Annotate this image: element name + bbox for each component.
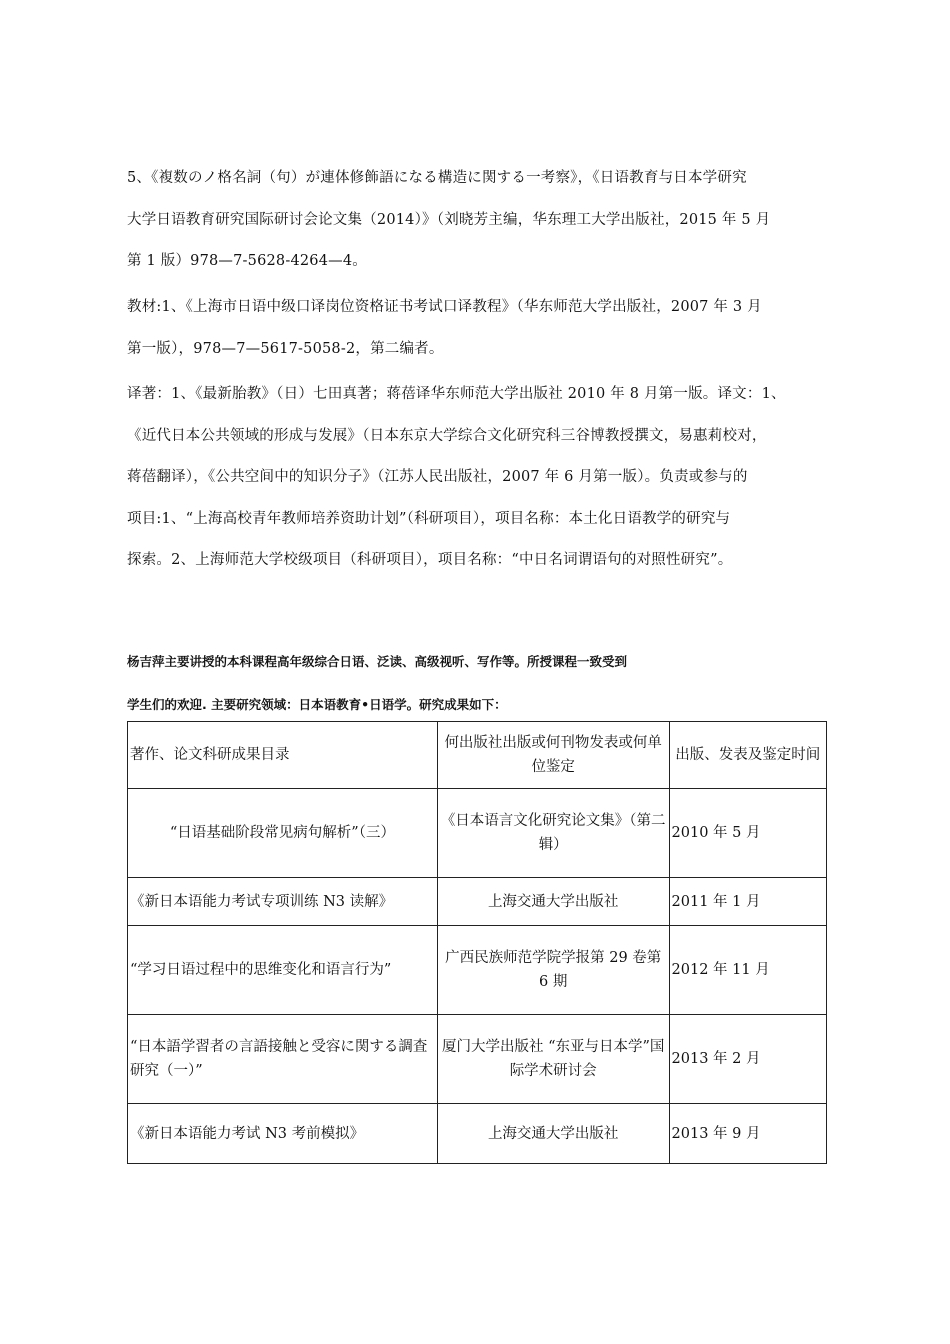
cell-publisher: 上海交通大学出版社: [437, 1104, 669, 1164]
cell-date: 2010 年 5 月: [669, 789, 826, 878]
text-line: 大学日语教育研究国际研讨会论文集（2014）》（刘晓芳主编，华东理工大学出版社，2015 年 5 月: [127, 211, 771, 228]
paragraph-publication-5: [127, 158, 827, 283]
text-line: 教材:1、《上海市日语中级口译岗位资格证书考试口译教程》（华东师范大学出版社，2007 年 3 月: [127, 299, 762, 315]
text-line: 探索。2、上海师范大学校级项目（科研项目），项目名称：“中日名词谓语句的对照性研究”。: [127, 552, 733, 568]
cell-date: 2013 年 2 月: [669, 1015, 826, 1104]
intro-line-2: 学生们的欢迎. 主要研究领域：日本语教育•日语学。研究成果如下：: [127, 697, 507, 712]
table-header-row: [128, 722, 827, 789]
table-row: [128, 926, 827, 1015]
cell-work: “日本語学習者の言語接触と受容に関する調査研究（一）”: [128, 1015, 438, 1104]
text-line: 5、《複数のノ格名詞（句）が連体修飾語になる構造に関する一考察》，《日语教育与日本学研究: [127, 170, 747, 186]
text-line: 译著：1、《最新胎教》（日）七田真著；蒋蓓译华东师范大学出版社 2010 年 8 月第一版。译文：1、: [127, 386, 786, 402]
cell-date: 2011 年 1 月: [669, 878, 826, 926]
paragraph-textbook: [127, 287, 827, 370]
cell-publisher: 广西民族师范学院学报第 29 卷第 6 期: [437, 926, 669, 1015]
cell-work: “学习日语过程中的思维变化和语言行为”: [128, 926, 438, 1015]
paragraph-translations-projects: [127, 374, 827, 582]
text-line: 第一版），978—7—5617-5058-2，第二编者。: [127, 340, 444, 357]
table-row: [128, 789, 827, 878]
research-results-table: [127, 721, 827, 1164]
text-line: 蒋蓓翻译），《公共空间中的知识分子》（江苏人民出版社，2007 年 6 月第一版）。负责或参与的: [127, 469, 748, 485]
intro-line-1: 杨吉萍主要讲授的本科课程高年级综合日语、泛读、高级视听、写作等。所授课程一致受到: [127, 654, 628, 669]
cell-date: 2012 年 11 月: [669, 926, 826, 1015]
table-row: [128, 878, 827, 926]
table-row: [128, 1015, 827, 1104]
text-line: 项目:1、“上海高校青年教师培养资助计划”（科研项目），项目名称：本土化日语教学的研究与: [127, 510, 731, 527]
text-line: 《近代日本公共领域的形成与发展》（日本东京大学综合文化研究科三谷博教授撰文，易惠莉校对，: [127, 427, 767, 444]
cell-work: “日语基础阶段常见病句解析”（三）: [128, 789, 438, 878]
cell-publisher: 上海交通大学出版社: [437, 878, 669, 926]
cell-work: 《新日本语能力考试 N3 考前模拟》: [128, 1104, 438, 1164]
cell-publisher: 《日本语言文化研究论文集》（第二辑）: [437, 789, 669, 878]
text-line: 第 1 版）978—7-5628-4264—4。: [127, 253, 367, 269]
header-cell-publisher: 何出版社出版或何刊物发表或何单位鉴定: [437, 722, 669, 789]
cell-publisher: 厦门大学出版社 “东亚与日本学”国际学术研讨会: [437, 1015, 669, 1104]
table-row: [128, 1104, 827, 1164]
header-cell-date: 出版、发表及鉴定时间: [669, 722, 826, 789]
cell-work: 《新日本语能力考试专项训练 N3 读解》: [128, 878, 438, 926]
cell-date: 2013 年 9 月: [669, 1104, 826, 1164]
header-cell-works: 著作、论文科研成果目录: [128, 722, 438, 789]
